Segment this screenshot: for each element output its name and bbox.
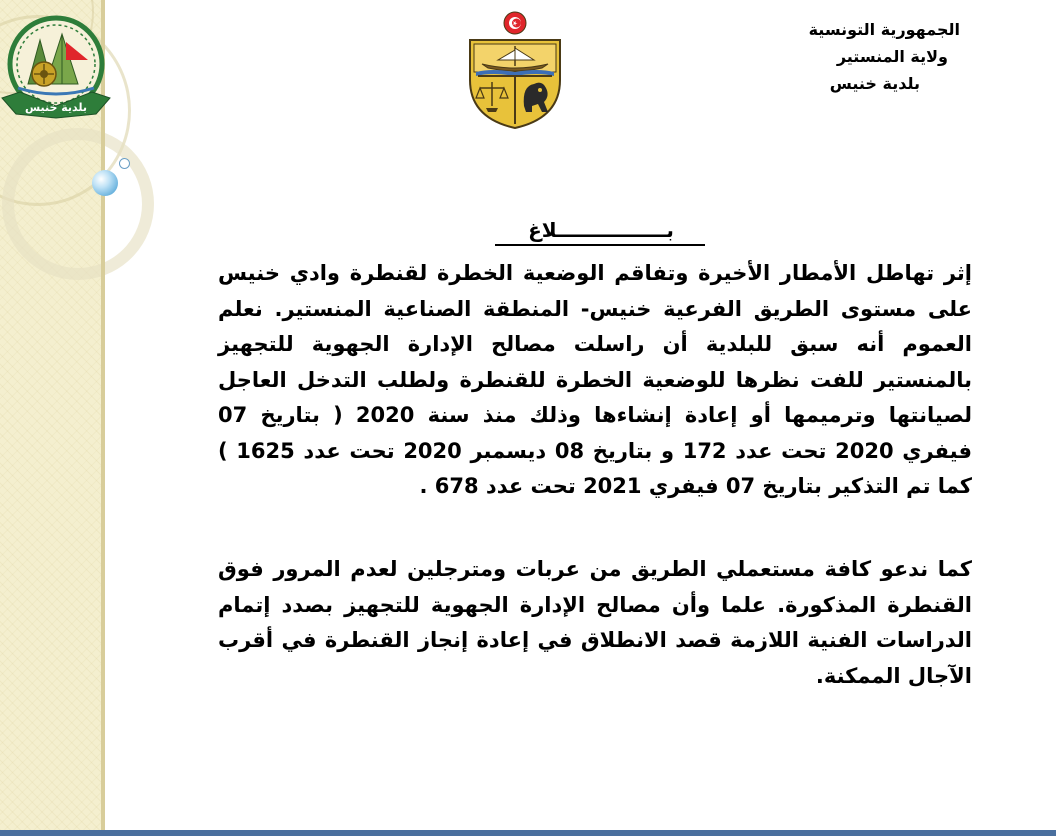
svg-text:بلدية خنيس: بلدية خنيس xyxy=(24,101,88,114)
notice-title: بــــــــــــــــلاغ xyxy=(528,218,674,242)
municipality-name: بلدية خنيس xyxy=(829,74,920,93)
municipality-logo xyxy=(0,14,116,124)
title-underline xyxy=(495,244,705,246)
notice-paragraph-2: كما ندعو كافة مستعملي الطريق من عربات ومترجلين لعدم المرور فوق القنطرة المذكورة. علما وأن مصالح الإدارة الجهوية للتجهيز بصدد إتمام الدراسات الفنية اللازمة قصد الانطلاق في إعادة إنجاز القنطرة في أقرب الآجال الممكنة. xyxy=(218,557,972,688)
footer-rule xyxy=(0,830,1056,836)
governorate-name: ولاية المنستير xyxy=(836,47,948,66)
bubble-decoration xyxy=(92,170,118,196)
tunisia-coat-of-arms xyxy=(462,10,568,132)
decorative-ring xyxy=(2,128,154,280)
country-name: الجمهورية التونسية xyxy=(808,20,960,39)
issuing-authority-header xyxy=(660,16,960,97)
notice-paragraph-1: إثر تهاطل الأمطار الأخيرة وتفاقم الوضعية الخطرة لقنطرة وادي خنيس على مستوى الطريق الفرعية خنيس- المنطقة الصناعية المنستير. نعلم العموم أنه سبق للبلدية أن راسلت مصالح الإدارة الجهوية للتجهيز بالمنستير للفت نظرها للوضعية الخطرة للقنطرة ولطلب التدخل العاجل لصيانتها وترميمها أو إعادة إنشاءها وذلك منذ سنة 2020 ( بتاريخ 07 فيفري 2020 تحت عدد 172 و بتاريخ 08 ديسمبر 2020 تحت عدد 1625 ) كما تم التذكير بتاريخ 07 فيفري 2021 تحت عدد 678 . xyxy=(218,261,972,498)
bubble-decoration-small xyxy=(119,158,130,169)
band-edge xyxy=(101,0,105,830)
left-decorative-band xyxy=(0,0,104,830)
